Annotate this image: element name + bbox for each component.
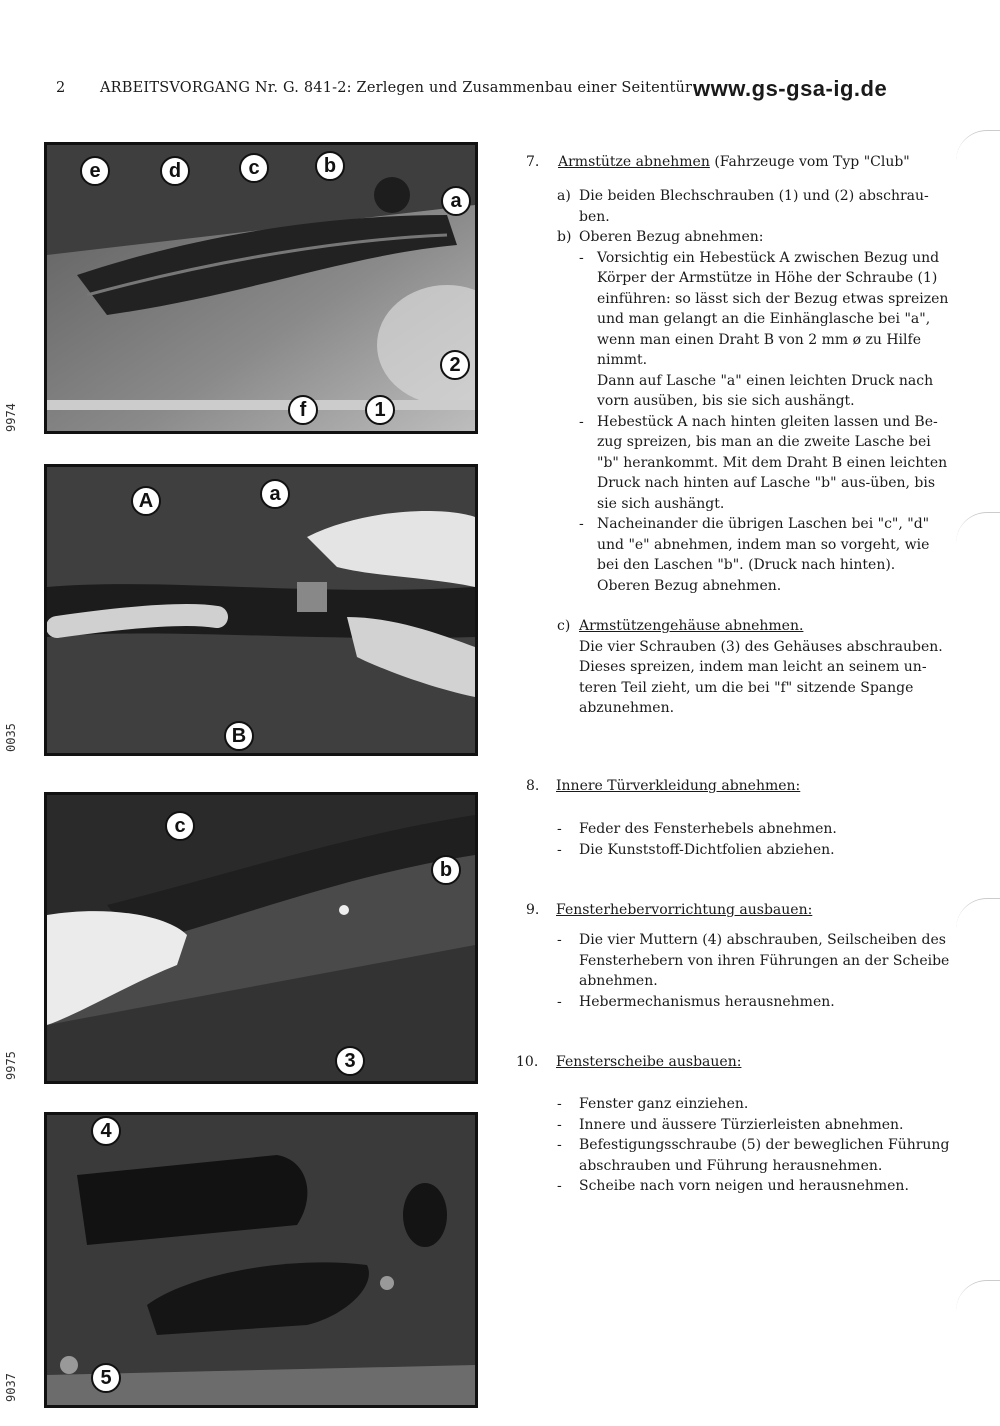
callout-label: f — [288, 395, 318, 425]
callout-label: e — [80, 156, 110, 186]
callout-label: a — [441, 186, 471, 216]
step-text: Die vier Schrauben (3) des Gehäuses abschrauben. Dieses spreizen, indem man leicht an seinem un-teren Teil zieht, um die bei "f" sitzende Spange abzunehmen. — [579, 638, 943, 716]
list-item: - Nacheinander die übrigen Laschen bei "c", "d" und "e" abnehmen, indem man so vorgeht, wie bei den Laschen "b". (Druck nach hinten). Oberen Bezug abnehmen. — [579, 516, 930, 594]
list-item-text: Vorsichtig ein Hebestück A zwischen Bezug und Körper der Armstütze in Höhe der Schraube (1) einführen: so lässt sich der Bezug etwas spreizen und man gelangt an die Einhänglasche bei "a", wenn man einen Draht B von 2 mm ø zu Hilfe nimmt. — [597, 249, 949, 368]
callout-label: b — [431, 855, 461, 885]
list-item: - Die vier Muttern (4) abschrauben, Seilscheiben des Fensterhebern von ihren Führungen an der Scheibe abnehmen. — [557, 932, 950, 989]
section-number: 8. — [526, 778, 540, 794]
page-header-title: ARBEITSVORGANG Nr. G. 841-2: Zerlegen und Zusammenbau einer Seitentür — [100, 80, 693, 96]
list-item-text: Innere und äussere Türzierleisten abnehmen. — [579, 1116, 904, 1133]
page-number: 2 — [56, 80, 66, 96]
section-9-list — [557, 930, 952, 1012]
section-7-body — [557, 186, 952, 719]
list-item-text: Hebestück A nach hinten gleiten lassen und Be-zug spreizen, bis man an die zweite Lasche bei "b" herankommt. Mit dem Draht B einen leichten Druck nach hinten auf Lasche "b" aus-üben, bis sie sich aushängt. — [597, 413, 948, 512]
callout-label: c — [239, 153, 269, 183]
callout-label: c — [165, 811, 195, 841]
list-item: - Feder des Fensterhebels abnehmen. — [557, 821, 837, 837]
section-10-list — [557, 1094, 952, 1197]
list-item: - Innere und äussere Türzierleisten abnehmen. — [557, 1116, 904, 1133]
list-item-text: Nacheinander die übrigen Laschen bei "c", "d" und "e" abnehmen, indem man so vorgeht, wie bei den Laschen "b". (Druck nach hinten). Oberen Bezug abnehmen. — [597, 516, 930, 594]
section-title: Fensterscheibe ausbauen: — [556, 1054, 742, 1070]
figure-lever-photo — [44, 464, 478, 756]
callout-label: B — [224, 721, 254, 751]
list-item: - Hebestück A nach hinten gleiten lassen und Be-zug spreizen, bis man an die zweite Lasche bei "b" herankommt. Mit dem Draht B einen leichten Druck nach hinten auf Lasche "b" aus-üben, bis sie sich aushängt. — [579, 413, 948, 512]
step-text: Die beiden Blechschrauben (1) und (2) abschrau-ben. — [579, 188, 929, 225]
step-title: Oberen Bezug abnehmen: — [579, 229, 764, 245]
list-item: - Vorsichtig ein Hebestück A zwischen Bezug und Körper der Armstütze in Höhe der Schraube (1) einführen: so lässt sich der Bezug etwas spreizen und man gelangt an die Einhänglasche bei "a", wenn man einen Draht B von 2 mm ø zu Hilfe nimmt. Dann auf Lasche "a" einen leichten Druck nach vorn ausüben, bis sie sich aushängt. — [579, 248, 952, 412]
callout-label: 4 — [91, 1116, 121, 1146]
section-title-text: Armstütze abnehmen — [558, 154, 710, 170]
list-item-text: Die Kunststoff-Dichtfolien abziehen. — [579, 841, 835, 858]
figure-armrest-photo — [44, 142, 478, 434]
list-item: - Befestigungsschraube (5) der beweglichen Führung abschrauben und Führung herausnehmen. — [557, 1137, 950, 1174]
page-edge-mark — [956, 130, 1000, 161]
list-item: - Hebermechanismus herausnehmen. — [557, 993, 835, 1010]
callout-label: d — [160, 156, 190, 186]
section-number: 10. — [516, 1054, 539, 1070]
callout-label: 3 — [335, 1046, 365, 1076]
callout-label: 5 — [91, 1363, 121, 1393]
list-item-text: Feder des Fensterhebels abnehmen. — [579, 821, 837, 837]
callout-label: a — [260, 479, 290, 509]
step-marker: c) — [557, 618, 571, 634]
section-title: Fensterhebervorrichtung ausbauen: — [556, 902, 813, 918]
section-number: 7. — [526, 154, 540, 170]
figure-number: 9037 — [4, 1373, 18, 1402]
callout-label: 2 — [440, 350, 470, 380]
callout-label: 1 — [365, 395, 395, 425]
section-title-suffix: (Fahrzeuge vom Typ "Club" — [714, 154, 910, 170]
step-title: Armstützengehäuse abnehmen. — [579, 618, 804, 634]
section-7-title — [558, 154, 910, 170]
figure-number: 9974 — [4, 403, 18, 432]
page-edge-mark — [956, 512, 1000, 543]
callout-label: A — [131, 486, 161, 516]
list-item-text: Fenster ganz einziehen. — [579, 1096, 749, 1112]
list-item: - Fenster ganz einziehen. — [557, 1096, 749, 1112]
section-8-list — [557, 819, 952, 860]
list-item-text: Scheibe nach vorn neigen und herausnehmen. — [579, 1178, 909, 1194]
callout-label: b — [315, 151, 345, 181]
list-item: - Scheibe nach vorn neigen und herausnehmen. — [557, 1178, 909, 1194]
step-c — [557, 616, 952, 719]
step-b — [557, 227, 952, 596]
figure-number: 9975 — [4, 1051, 18, 1080]
step-a — [557, 186, 952, 227]
step-marker: a) — [557, 188, 571, 204]
step-marker: b) — [557, 229, 572, 245]
page-edge-mark — [956, 1280, 1000, 1311]
list-item-text-extra: Dann auf Lasche "a" einen leichten Druck nach vorn ausüben, bis sie sich aushängt. — [597, 372, 934, 409]
list-item: - Die Kunststoff-Dichtfolien abziehen. — [557, 841, 835, 858]
list-item-text: Die vier Muttern (4) abschrauben, Seilscheiben des Fensterhebern von ihren Führungen an der Scheibe abnehmen. — [579, 932, 950, 989]
header-url: www.gs-gsa-ig.de — [693, 76, 888, 101]
list-item-text: Hebermechanismus herausnehmen. — [579, 993, 835, 1010]
section-number: 9. — [526, 902, 540, 918]
figure-number: 0035 — [4, 723, 18, 752]
figure-armrest-housing-photo — [44, 792, 478, 1084]
section-title: Innere Türverkleidung abnehmen: — [556, 778, 801, 794]
list-item-text: Befestigungsschraube (5) der beweglichen Führung abschrauben und Führung herausnehmen. — [579, 1137, 950, 1174]
page-edge-mark — [956, 898, 1000, 929]
